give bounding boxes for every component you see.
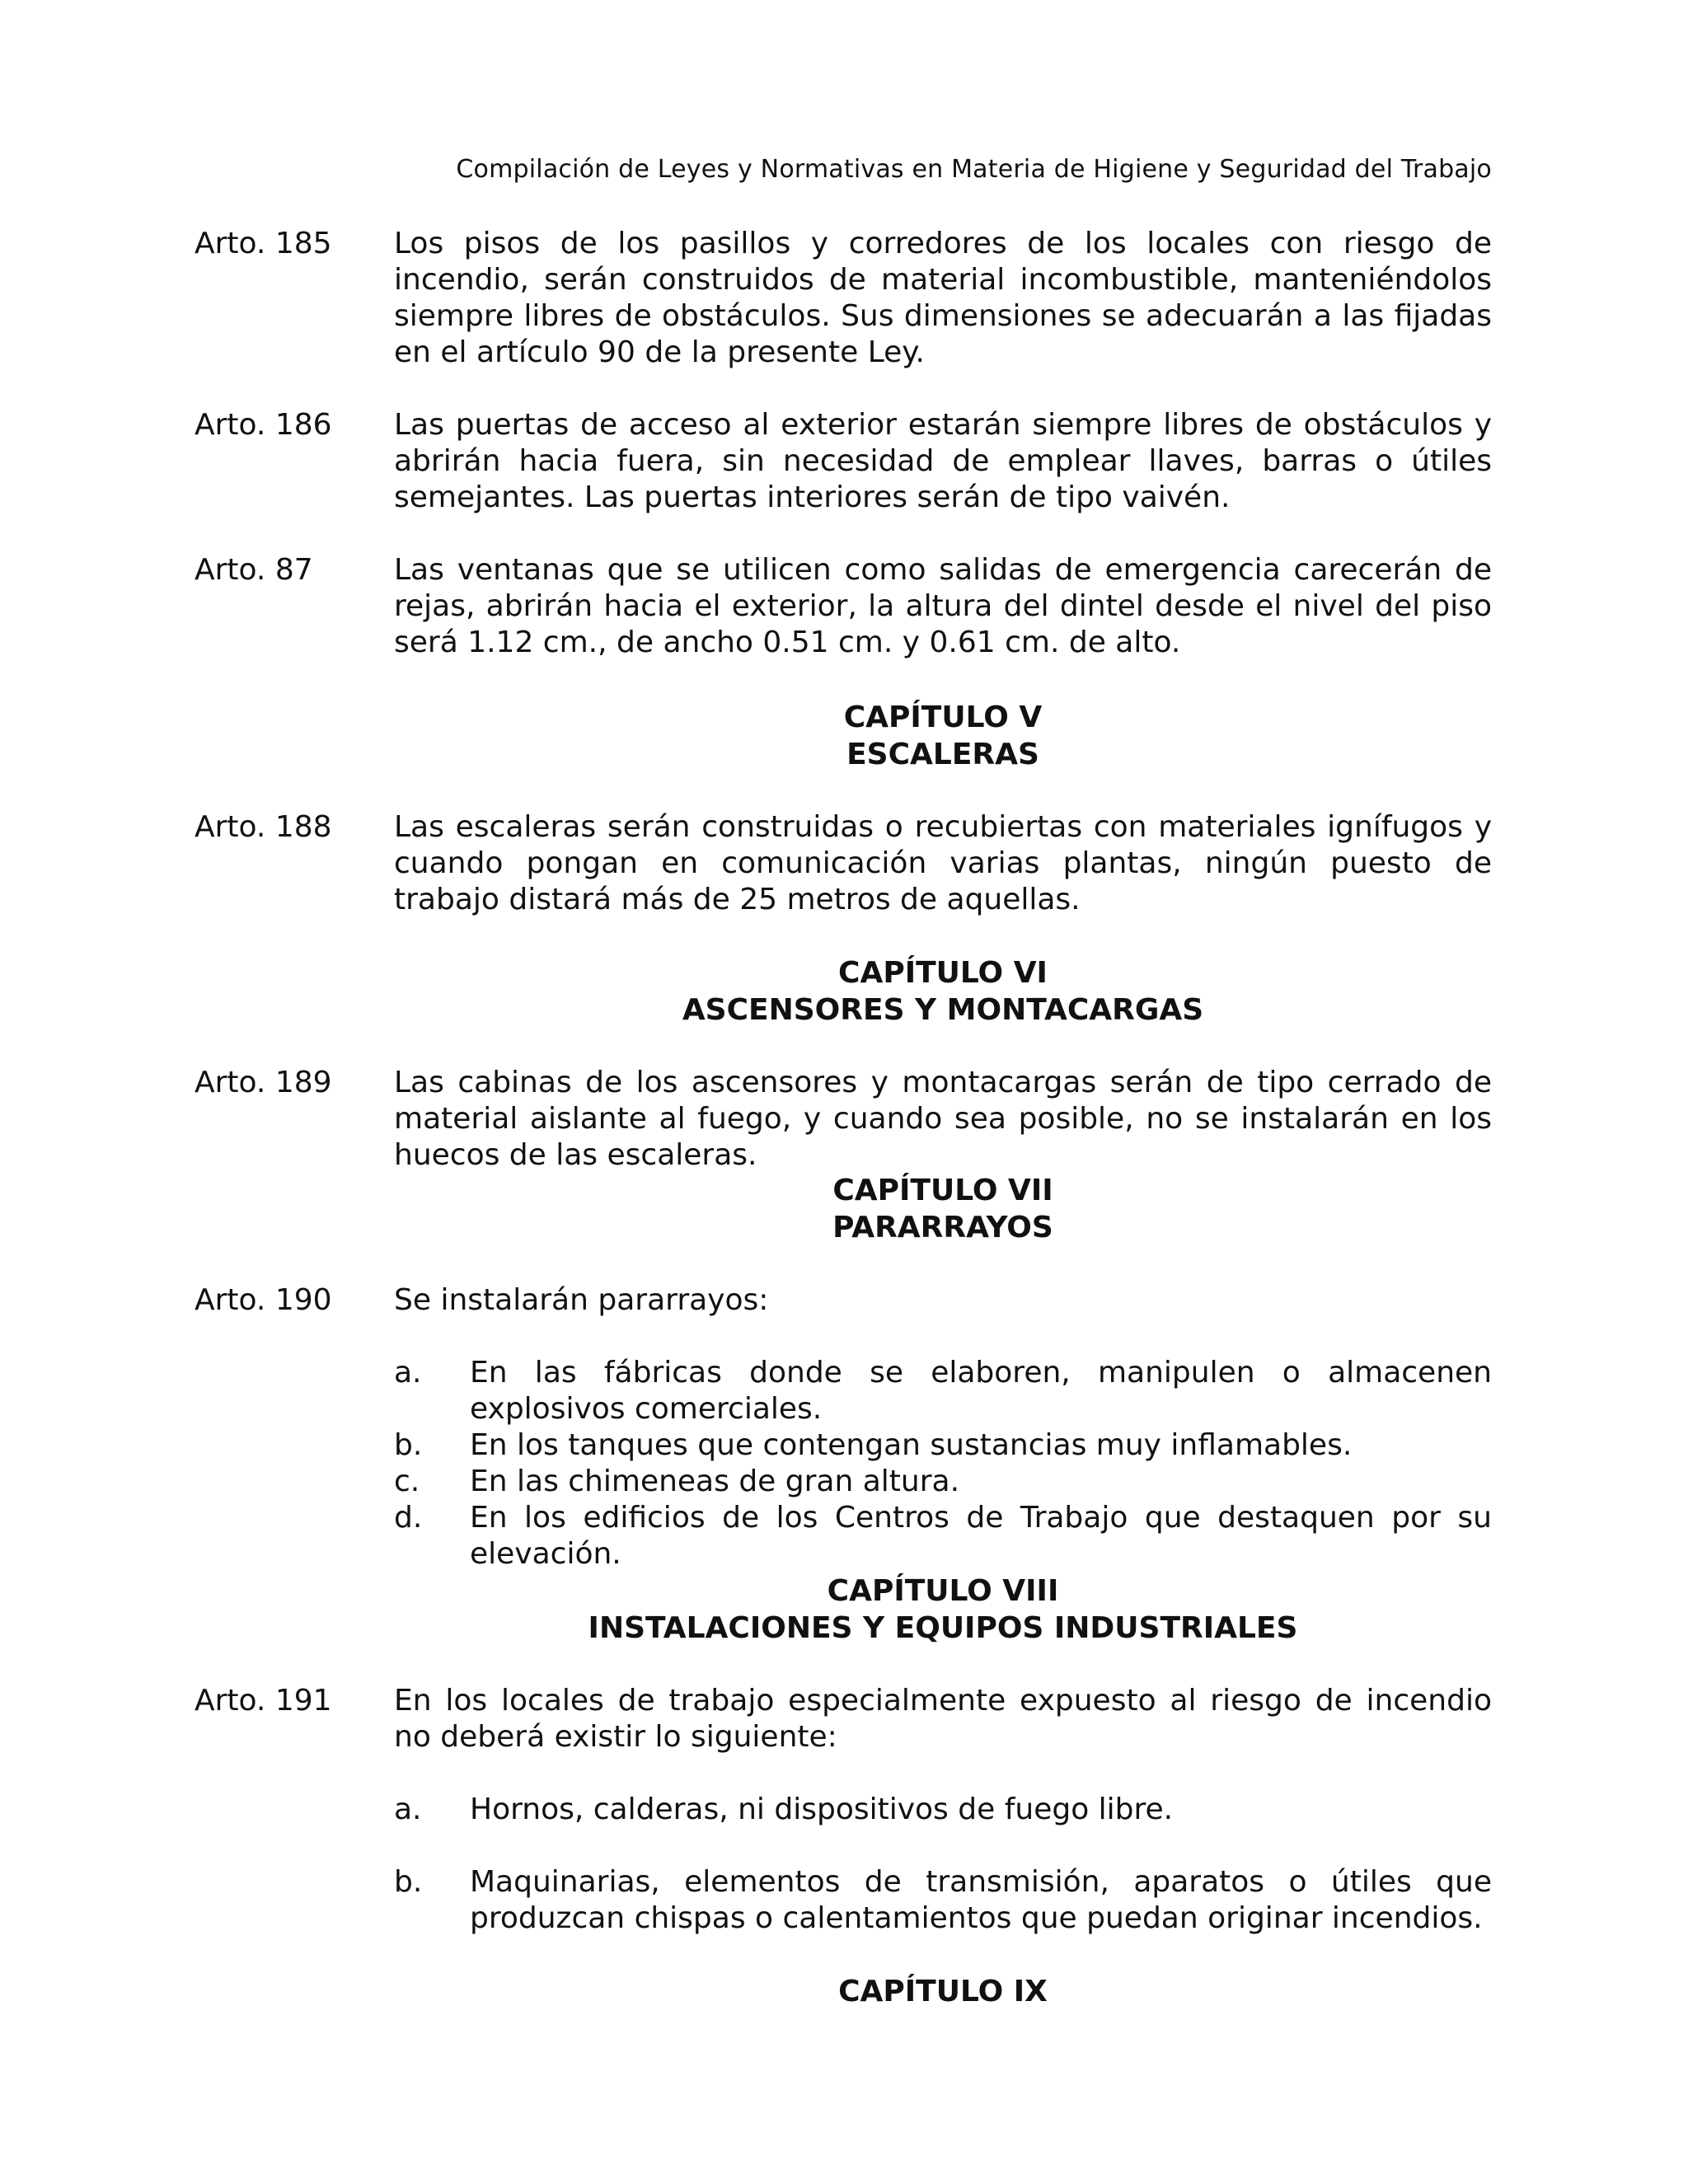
chapter-title: PARARRAYOS (832, 1211, 1053, 1244)
running-header: Compilación de Leyes y Normativas en Materia de Higiene y Seguridad del Trabajo (456, 155, 1492, 184)
article-text: Las puertas de acceso al exterior estarán siempre libres de obstáculos y abrirán hacia fuera, sin necesidad de emplear llaves, barras o útiles semejantes. Las puertas interiores serán de tipo vaivén. (394, 408, 1492, 514)
article-label: Arto. 186 (195, 408, 332, 442)
list-marker: a. (394, 1356, 422, 1390)
article-label: Arto. 188 (195, 810, 332, 844)
list-item-text: Maquinarias, elementos de transmisión, aparatos o útiles que produzcan chispas o calentamientos que puedan originar incendios. (470, 1865, 1492, 1935)
list-marker: a. (394, 1793, 422, 1826)
list-marker: b. (394, 1865, 423, 1899)
list-item (394, 1864, 1492, 1937)
list-item (394, 1355, 1492, 1427)
article-189 (195, 1065, 1492, 1174)
article-label: Arto. 191 (195, 1684, 332, 1718)
chapter-heading-ix (394, 1973, 1492, 2010)
list-item-text: En las chimeneas de gran altura. (470, 1465, 960, 1498)
article-text: Las cabinas de los ascensores y montacargas serán de tipo cerrado de material aislante al fuego, y cuando sea posible, no se instalarán en los huecos de las escaleras. (394, 1066, 1492, 1172)
list-marker: d. (394, 1501, 423, 1535)
article-text: Las ventanas que se utilicen como salidas de emergencia carecerán de rejas, abrirán hacia el exterior, la altura del dintel desde el nivel del piso será 1.12 cm., de ancho 0.51 cm. y 0.61 cm. de alto. (394, 553, 1492, 659)
chapter-number: CAPÍTULO VI (838, 956, 1048, 990)
chapter-heading-vi (394, 954, 1492, 1029)
list-item (394, 1792, 1492, 1828)
chapter-heading-v (394, 699, 1492, 773)
chapter-heading-viii (394, 1572, 1492, 1647)
chapter-title: ESCALERAS (846, 738, 1039, 771)
list-item (394, 1500, 1492, 1572)
chapter-title: ASCENSORES Y MONTACARGAS (682, 993, 1204, 1027)
article-text: Los pisos de los pasillos y corredores de los locales con riesgo de incendio, serán construidos de material incombustible, manteniéndolos siempre libres de obstáculos. Sus dimensiones se adecuarán a las fijadas en el artículo 90 de la presente Ley. (394, 227, 1492, 369)
chapter-number: CAPÍTULO V (843, 701, 1043, 734)
article-label: Arto. 185 (195, 227, 332, 260)
chapter-number: CAPÍTULO VIII (827, 1574, 1059, 1608)
list-item-text: En las fábricas donde se elaboren, manipulen o almacenen explosivos comerciales. (470, 1356, 1492, 1426)
article-label: Arto. 190 (195, 1283, 332, 1317)
list-item (394, 1427, 1492, 1464)
list-marker: c. (394, 1465, 420, 1498)
chapter-number: CAPÍTULO IX (838, 1975, 1048, 2008)
article-191 (195, 1683, 1492, 1755)
article-190 (195, 1282, 1492, 1319)
article-label: Arto. 87 (195, 553, 313, 587)
article-label: Arto. 189 (195, 1066, 332, 1099)
article-text: Las escaleras serán construidas o recubiertas con materiales ignífugos y cuando pongan en comunicación varias plantas, ningún puesto de trabajo distará más de 25 metros de aquellas. (394, 810, 1492, 916)
chapter-title: INSTALACIONES Y EQUIPOS INDUSTRIALES (588, 1611, 1298, 1645)
chapter-number: CAPÍTULO VII (832, 1174, 1053, 1207)
list-item-text: En los tanques que contengan sustancias muy inflamables. (470, 1428, 1353, 1462)
list-item-text: Hornos, calderas, ni dispositivos de fuego libre. (470, 1793, 1174, 1826)
article-text: En los locales de trabajo especialmente expuesto al riesgo de incendio no deberá existir lo siguiente: (394, 1684, 1492, 1754)
article-185 (195, 226, 1492, 371)
list-item (394, 1464, 1492, 1500)
list-marker: b. (394, 1428, 423, 1462)
article-text: Se instalarán pararrayos: (394, 1283, 769, 1317)
article-186 (195, 407, 1492, 516)
list-item-text: En los edificios de los Centros de Trabajo que destaquen por su elevación. (470, 1501, 1492, 1571)
chapter-heading-vii (394, 1172, 1492, 1246)
article-188 (195, 809, 1492, 918)
article-87 (195, 552, 1492, 661)
